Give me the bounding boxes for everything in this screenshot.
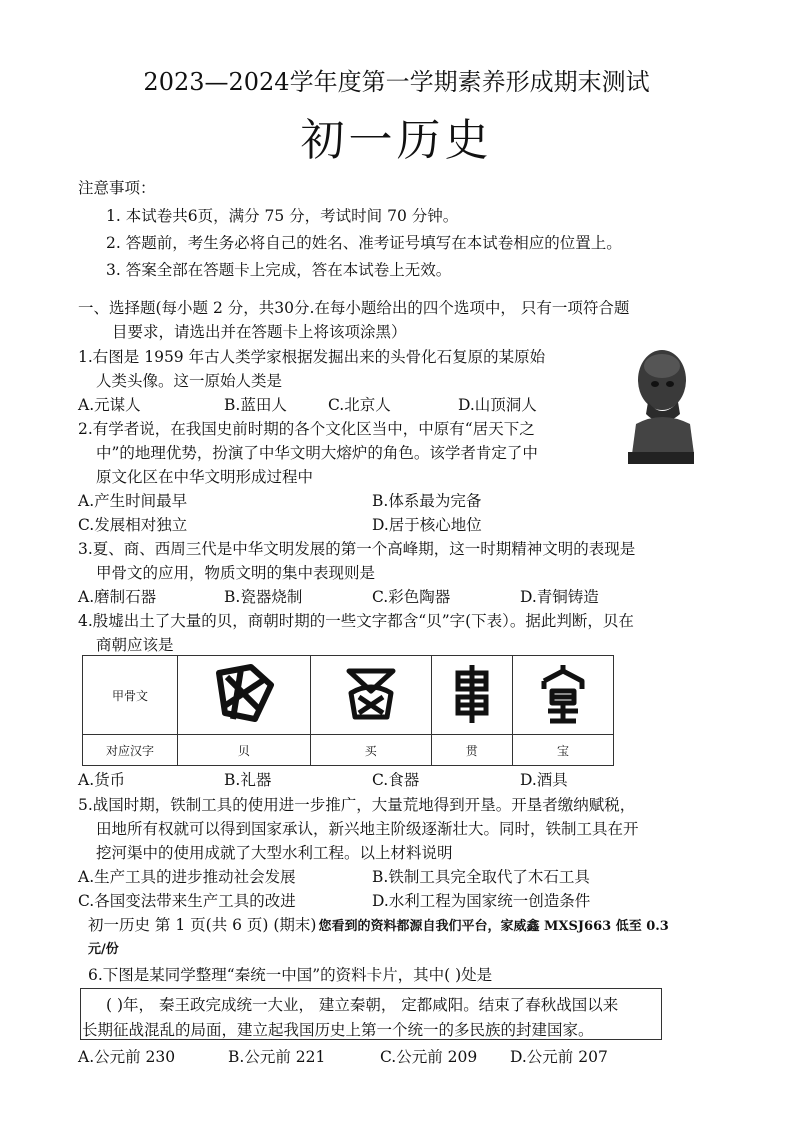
skull-bust-image [622, 344, 698, 466]
oracle-glyph-mai-icon [341, 663, 401, 725]
section-heading-cont: 目要求，请选出并在答题卡上将该项涂黑） [112, 323, 407, 341]
q4-stem: 4.殷墟出土了大量的贝，商朝时期的一些文字都含“贝”字(下表）。据此判断，贝在 [78, 612, 634, 630]
oracle-glyph-mai [310, 656, 431, 735]
q2-stem: 2.有学者说，在我国史前时期的各个文化区当中，中原有“居天下之 [78, 420, 535, 438]
note-item: 2. 答题前，考生务必将自己的姓名、准考证号填写在本试卷相应的位置上。 [106, 234, 622, 252]
q3-stem: 甲骨文的应用，物质文明的集中表现则是 [96, 564, 376, 582]
q2-option-b: B.体系最为完备 [372, 492, 482, 510]
q5-option-a: A.生产工具的进步推动社会发展 [78, 868, 296, 886]
q2-option-a: A.产生时间最早 [78, 492, 188, 510]
q2-stem: 中”的地理优势，扮演了中华文明大熔炉的角色。该学者肯定了中 [96, 444, 538, 462]
q4-option-b: B.礼器 [224, 771, 272, 789]
q1-option-a: A.元谋人 [78, 396, 141, 414]
ad-text: 您看到的资料都源自我们平台，家威鑫 MXSJ663 低至 0.3 [318, 919, 669, 934]
q1-stem: 人类头像。这一原始人类是 [96, 372, 283, 390]
q3-option-a: A.磨制石器 [78, 588, 157, 606]
subject-title: 初一历史 [300, 115, 493, 166]
q5-option-b: B.铁制工具完全取代了木石工具 [372, 868, 590, 886]
card-text: ( )年， 秦王政完成统一大业， 建立秦朝， 定都咸阳。结束了春秋战国以来 [106, 996, 619, 1014]
q3-option-c: C.彩色陶器 [372, 588, 451, 606]
note-item: 3. 答案全部在答题卡上完成，答在本试卷上无效。 [106, 261, 452, 279]
q3-option-b: B.瓷器烧制 [224, 588, 303, 606]
q6-stem: 6.下图是某同学整理“秦统一中国”的资料卡片，其中( )处是 [88, 966, 493, 984]
table-cell-char: 买 [310, 735, 431, 766]
table-cell-char: 贯 [431, 735, 512, 766]
note-item: 1. 本试卷共6页，满分 75 分，考试时间 70 分钟。 [106, 207, 459, 225]
q1-option-c: C.北京人 [328, 396, 391, 414]
table-row-label: 甲骨文 [83, 656, 178, 735]
q4-stem: 商朝应该是 [96, 636, 174, 654]
q2-option-c: C.发展相对独立 [78, 516, 188, 534]
oracle-glyph-bei [178, 656, 311, 735]
table-cell-char: 宝 [512, 735, 613, 766]
oracle-glyph-bao [512, 656, 613, 735]
ad-text-cont: 元/份 [88, 942, 119, 957]
table-row-label: 对应汉字 [83, 735, 178, 766]
q5-stem: 挖河渠中的使用成就了大型水利工程。以上材料说明 [96, 844, 453, 862]
q4-option-d: D.酒具 [520, 771, 568, 789]
q5-option-d: D.水利工程为国家统一创造条件 [372, 892, 591, 910]
oracle-glyph-bei-icon [211, 663, 277, 725]
q2-option-d: D.居于核心地位 [372, 516, 482, 534]
oracle-bone-table [82, 655, 614, 766]
q4-option-c: C.食器 [372, 771, 420, 789]
q2-stem: 原文化区在中华文明形成过程中 [96, 468, 314, 486]
notes-heading: 注意事项： [78, 179, 156, 197]
q4-option-a: A.货币 [78, 771, 126, 789]
q5-option-c: C.各国变法带来生产工具的改进 [78, 892, 296, 910]
page-label: 初一历史 第 1 页(共 6 页) (期末) [88, 916, 317, 934]
q3-stem: 3.夏、商、西周三代是中华文明发展的第一个高峰期，这一时期精神文明的表现是 [78, 540, 636, 558]
page-footer [88, 913, 669, 935]
section-heading: 一、选择题(每小题 2 分，共30分.在每小题给出的四个选项中， 只有一项符合题 [78, 299, 630, 317]
q6-option-a: A.公元前 230 [78, 1048, 176, 1066]
table-cell-char: 贝 [178, 735, 311, 766]
q3-option-d: D.青铜铸造 [520, 588, 599, 606]
q1-stem: 1.右图是 1959 年古人类学家根据发掘出来的头骨化石复原的某原始 [78, 348, 546, 366]
q5-stem: 5.战国时期，铁制工具的使用进一步推广，大量荒地得到开垦。开垦者缴纳赋税， [78, 796, 636, 814]
q1-option-d: D.山顶洞人 [458, 396, 537, 414]
oracle-glyph-guan-icon [452, 663, 492, 725]
card-text: 长期征战混乱的局面，建立起我国历史上第一个统一的多民族的封建国家。 [82, 1021, 594, 1039]
q5-stem: 田地所有权就可以得到国家承认，新兴地主阶级逐渐壮大。同时，铁制工具在开 [96, 820, 639, 838]
q6-option-c: C.公元前 209 [380, 1048, 478, 1066]
q6-option-d: D.公元前 207 [510, 1048, 608, 1066]
exam-title: 2023—2024学年度第一学期素养形成期末测试 [143, 68, 650, 96]
oracle-glyph-bao-icon [538, 663, 588, 725]
oracle-glyph-guan [431, 656, 512, 735]
q6-option-b: B.公元前 221 [228, 1048, 326, 1066]
q1-option-b: B.蓝田人 [224, 396, 287, 414]
